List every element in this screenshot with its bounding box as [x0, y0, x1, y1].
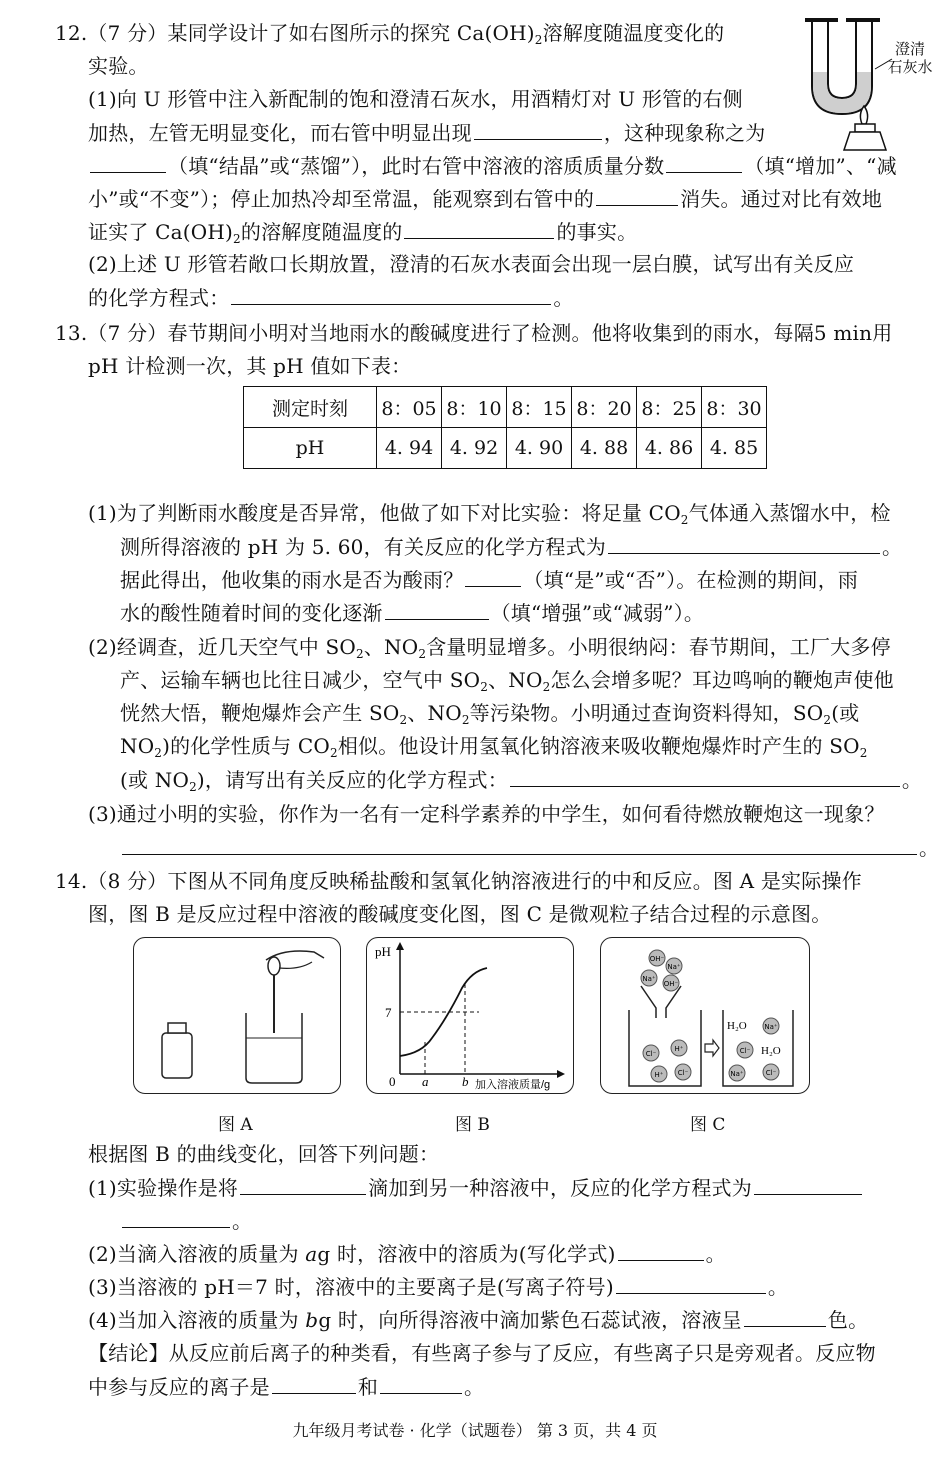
- ion-label: OH⁻: [649, 955, 665, 963]
- ph-curve-graph: [367, 938, 573, 1093]
- water-label: H₂O: [761, 1045, 781, 1057]
- particle-diagram: [601, 938, 809, 1093]
- ion-label: Cl⁻: [645, 1050, 657, 1058]
- ion-label: Na⁺: [667, 963, 681, 971]
- time-cell: 8：05: [377, 387, 442, 428]
- ion-label: Cl⁻: [677, 1069, 689, 1077]
- q14-s2: (2)当滴入溶液的质量为 ag 时，溶液中的溶质为(写化学式) 。: [88, 1238, 726, 1269]
- time-cell: 8：10: [442, 387, 507, 428]
- q12-line-5: （填“结晶”或“蒸馏”），此时右管中溶液的溶质质量分数 （填“增加”、“减: [88, 150, 897, 181]
- ph-cell: 4. 94: [377, 428, 442, 469]
- q14-line-2: 图，图 B 是反应过程中溶液的酸碱度变化图，图 C 是微观粒子结合过程的示意图。: [88, 902, 832, 926]
- answer-blank[interactable]: [465, 564, 521, 587]
- time-cell: 8：15: [507, 387, 572, 428]
- answer-blank[interactable]: [510, 764, 900, 787]
- water-label: H₂O: [727, 1020, 747, 1032]
- q13-p1-line-1: (1)为了判断雨水酸度是否异常，他做了如下对比实验：将足量 $CO_2$气体通入蒸馏水中，检: [88, 501, 891, 527]
- q12-line-9: 的化学方程式： 。: [88, 282, 574, 313]
- q13-p2-line-4: $NO_2$)的化学性质与 $CO_2$相似。他设计用氢氧化钠溶液来吸收鞭炮爆炸时产生的 $SO_2$: [120, 734, 868, 760]
- q12-line-7: 证实了 $Ca(OH)_2$的溶解度随温度的 的事实。: [88, 216, 637, 247]
- ph-cell: 4. 92: [442, 428, 507, 469]
- q14-intro: 根据图 B 的曲线变化，回答下列问题：: [88, 1142, 440, 1166]
- answer-blank[interactable]: [385, 597, 489, 620]
- graph-y-label: pH: [375, 944, 391, 959]
- figure-b: [366, 937, 574, 1094]
- q13-p2-line-3: 恍然大悟，鞭炮爆炸会产生 $SO_2$、$NO_2$等污染物。小明通过查询资料得知，$SO_2$(或: [120, 701, 860, 727]
- q14-s1-line-1: (1)实验操作是将 滴加到另一种溶液中，反应的化学方程式为: [88, 1172, 864, 1203]
- ion-label: OH⁻: [663, 980, 679, 988]
- q14-s4: (4)当加入溶液的质量为 bg 时，向所得溶液中滴加紫色石蕊试液，溶液呈 色。: [88, 1304, 868, 1335]
- ion-label: Na⁺: [730, 1070, 744, 1078]
- beaker-dropper-illustration: [134, 938, 340, 1093]
- ph-cell: 4. 85: [702, 428, 767, 469]
- q14-conclusion-line-1: 【结论】从反应前后离子的种类看，有些离子参与了反应，有些离子只是旁观者。反应物: [88, 1341, 876, 1365]
- answer-blank[interactable]: [272, 1371, 356, 1394]
- table-header-time: 测定时刻: [244, 387, 377, 428]
- q14-s1-line-2: 。: [120, 1205, 252, 1236]
- answer-blank[interactable]: [618, 1238, 704, 1261]
- answer-blank[interactable]: [380, 1371, 462, 1394]
- u-tube-figure: [800, 14, 935, 154]
- graph-x-label: 加入溶液质量/g: [475, 1079, 551, 1091]
- graph-tick-7: 7: [385, 1005, 392, 1020]
- figure-c: [600, 937, 810, 1094]
- figure-a-caption: 图 A: [218, 1115, 253, 1135]
- ion-label: H⁺: [654, 1071, 664, 1079]
- answer-blank[interactable]: [616, 1271, 766, 1294]
- q13-p1-line-2: 测所得溶液的 pH 为 5. 60，有关反应的化学方程式为 。: [120, 531, 902, 562]
- ph-table: [243, 386, 767, 469]
- table-header-ph: pH: [244, 428, 377, 469]
- answer-blank[interactable]: [744, 1304, 826, 1327]
- q13-p2-line-2: 产、运输车辆也比往日减少，空气中 $SO_2$、$NO_2$怎么会增多呢？耳边鸣响的鞭炮声使他: [120, 668, 894, 694]
- answer-blank[interactable]: [608, 531, 880, 554]
- q13-line-1: 13.（7 分）春节期间小明对当地雨水的酸碱度进行了检测。他将收集到的雨水，每隔5 min用: [55, 321, 893, 345]
- graph-tick-b: b: [462, 1074, 469, 1089]
- q12-line-6: 小”或“不变”）；停止加热冷却至常温，能观察到右管中的 消失。通过对比有效地: [88, 183, 882, 214]
- ph-cell: 4. 90: [507, 428, 572, 469]
- q14-conclusion-line-2: 中参与反应的离子是 和 。: [88, 1371, 484, 1402]
- q12-line-4: 加热，左管无明显变化，而右管中明显出现 ，这种现象称之为: [88, 117, 765, 148]
- ph-cell: 4. 86: [637, 428, 702, 469]
- answer-blank[interactable]: [754, 1172, 862, 1195]
- answer-blank[interactable]: [596, 183, 678, 206]
- answer-blank[interactable]: [90, 150, 166, 173]
- answer-blank[interactable]: [122, 1205, 230, 1228]
- answer-blank[interactable]: [666, 150, 742, 173]
- ph-cell: 4. 88: [572, 428, 637, 469]
- q12-line-8: (2)上述 U 形管若敞口长期放置，澄清的石灰水表面会出现一层白膜，试写出有关反应: [88, 252, 855, 276]
- figure-c-caption: 图 C: [690, 1115, 726, 1135]
- q13-p2-line-1: (2)经调查，近几天空气中 $SO_2$、$NO_2$含量明显增多。小明很纳闷：春节期间，工厂大多停: [88, 635, 891, 661]
- ion-label: Na⁺: [642, 975, 656, 983]
- page-footer: 九年级月考试卷 · 化学（试题卷） 第 3 页，共 4 页: [292, 1421, 658, 1440]
- answer-blank[interactable]: [231, 282, 551, 305]
- graph-tick-a: a: [422, 1074, 429, 1089]
- table-row: [244, 428, 767, 469]
- graph-origin: 0: [389, 1074, 396, 1089]
- answer-blank[interactable]: [240, 1172, 366, 1195]
- q13-line-2: pH 计检测一次，其 pH 值如下表：: [88, 354, 412, 378]
- q13-p1-line-4: 水的酸性随着时间的变化逐渐 （填“增强”或“减弱”）。: [120, 597, 704, 628]
- answer-blank[interactable]: [404, 216, 554, 239]
- time-cell: 8：30: [702, 387, 767, 428]
- figure-a: [133, 937, 341, 1094]
- q12-line-3: (1)向 U 形管中注入新配制的饱和澄清石灰水，用酒精灯对 U 形管的右侧: [88, 87, 743, 111]
- time-cell: 8：25: [637, 387, 702, 428]
- q14-s3: (3)当溶液的 pH＝7 时，溶液中的主要离子是(写离子符号) 。: [88, 1271, 788, 1302]
- q13-p2-line-5: (或 $NO_2$)，请写出有关反应的化学方程式： 。: [120, 764, 922, 795]
- answer-blank[interactable]: [474, 117, 602, 140]
- answer-blank[interactable]: [122, 832, 917, 855]
- table-row: [244, 387, 767, 428]
- ion-label: Cl⁻: [739, 1047, 751, 1055]
- figure-b-caption: 图 B: [455, 1115, 490, 1135]
- ion-label: H⁺: [674, 1045, 684, 1053]
- q12-line-1: 12.（7 分）某同学设计了如右图所示的探究 $Ca(OH)_2$溶解度随温度变化的: [55, 21, 725, 47]
- q13-p1-line-3: 据此得出，他收集的雨水是否为酸雨？ （填“是”或“否”）。在检测的期间，雨: [120, 564, 858, 595]
- ion-label: Na⁺: [764, 1023, 778, 1031]
- q14-line-1: 14.（8 分）下图从不同角度反映稀盐酸和氢氧化钠溶液进行的中和反应。图 A 是实际操作: [55, 869, 862, 893]
- ion-label: Cl⁻: [765, 1069, 777, 1077]
- time-cell: 8：20: [572, 387, 637, 428]
- q13-p3-line-2: 。: [120, 832, 939, 863]
- u-tube-label: 澄清 石灰水: [887, 40, 933, 76]
- q12-line-2: 实验。: [88, 54, 149, 78]
- q13-p3-line-1: (3)通过小明的实验，你作为一名有一定科学素养的中学生，如何看待燃放鞭炮这一现象？: [88, 802, 885, 826]
